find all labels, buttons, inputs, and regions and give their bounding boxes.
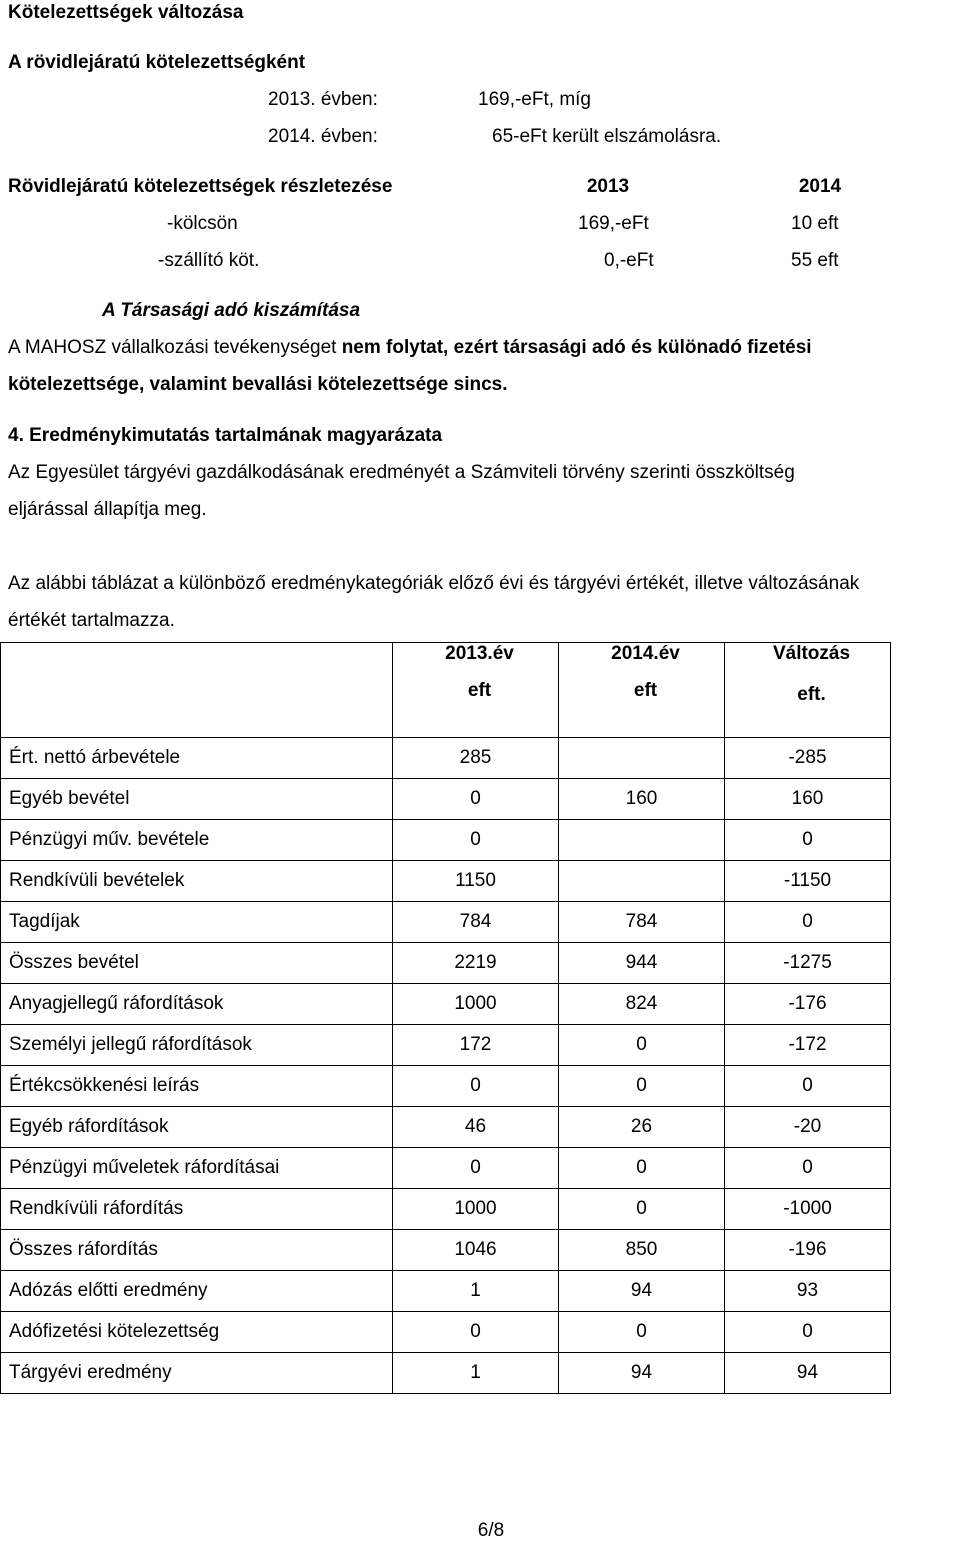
row-value-2014: 944	[559, 943, 725, 984]
table-row	[1, 943, 891, 984]
row-change: 0	[725, 1148, 891, 1189]
row-label: Anyagjellegű ráfordítások	[1, 984, 393, 1025]
row-value-2013: 1046	[393, 1230, 559, 1271]
row-label: Értékcsökkenési leírás	[1, 1066, 393, 1107]
row-label: Egyéb ráfordítások	[1, 1107, 393, 1148]
table-row	[1, 738, 891, 779]
results-table	[0, 642, 891, 1394]
row-label: Tárgyévi eredmény	[1, 1353, 393, 1394]
table-row	[1, 902, 891, 943]
row-change: 94	[725, 1353, 891, 1394]
row-value-2014: 0	[559, 1189, 725, 1230]
detail-row-label: -kölcsön	[167, 213, 238, 234]
row-value-2013: 0	[393, 820, 559, 861]
corp-tax-line1-normal: A MAHOSZ vállalkozási tevékenységet	[8, 337, 342, 358]
table-row	[1, 1312, 891, 1353]
row-label: Adófizetési kötelezettség	[1, 1312, 393, 1353]
corp-tax-line1-bold: nem folytat, ezért társasági adó és különadó fizetési	[341, 337, 812, 358]
section4-paragraph1-line2: eljárással állapítja meg.	[8, 499, 207, 520]
header-2014-label: 2014.év	[611, 643, 680, 664]
row-value-2013: 1000	[393, 1189, 559, 1230]
short-term-year-2014: 2014. évben:	[268, 126, 378, 147]
row-value-2013: 172	[393, 1025, 559, 1066]
row-change: -1150	[725, 861, 891, 902]
section4-title: 4. Eredménykimutatás tartalmának magyarázata	[8, 425, 443, 446]
row-label: Ért. nettó árbevétele	[1, 738, 393, 779]
detail-row-2014: 10 eft	[791, 213, 839, 234]
row-change: 160	[725, 779, 891, 820]
header-change-unit: eft.	[797, 684, 826, 705]
detail-row-2013: 169,-eFt	[578, 213, 649, 234]
row-label: Rendkívüli bevételek	[1, 861, 393, 902]
row-change: 0	[725, 1312, 891, 1353]
header-2014-unit: eft	[633, 680, 658, 701]
row-value-2013: 0	[393, 1148, 559, 1189]
header-2013-unit: eft	[467, 680, 492, 701]
row-value-2014	[559, 861, 725, 902]
table-row	[1, 984, 891, 1025]
short-term-year-2013: 2013. évben:	[268, 89, 378, 110]
row-value-2013: 1000	[393, 984, 559, 1025]
table-row	[1, 820, 891, 861]
row-label: Pénzügyi műv. bevétele	[1, 820, 393, 861]
row-change: -172	[725, 1025, 891, 1066]
row-value-2014: 94	[559, 1353, 725, 1394]
corp-tax-title: A Társasági adó kiszámítása	[102, 300, 361, 321]
table-row	[1, 1148, 891, 1189]
table-row	[1, 1189, 891, 1230]
corp-tax-line1	[8, 337, 812, 359]
row-value-2013: 2219	[393, 943, 559, 984]
section4-paragraph2-line2: értékét tartalmazza.	[8, 610, 175, 631]
short-term-value-2014: 65-eFt került elszámolásra.	[492, 126, 722, 147]
header-2013-label: 2013.év	[445, 643, 514, 664]
row-value-2013: 1150	[393, 861, 559, 902]
row-label: Összes bevétel	[1, 943, 393, 984]
row-change: 0	[725, 820, 891, 861]
table-header-row	[1, 643, 891, 738]
row-change: 0	[725, 1066, 891, 1107]
row-value-2014: 0	[559, 1025, 725, 1066]
row-value-2013: 0	[393, 779, 559, 820]
row-change: -1000	[725, 1189, 891, 1230]
detail-row-label: -szállító köt.	[158, 250, 260, 271]
row-change: -196	[725, 1230, 891, 1271]
row-value-2014: 0	[559, 1066, 725, 1107]
row-label: Összes ráfordítás	[1, 1230, 393, 1271]
short-term-value-2013: 169,-eFt, míg	[478, 89, 591, 110]
row-value-2014: 0	[559, 1148, 725, 1189]
row-change: 93	[725, 1271, 891, 1312]
row-value-2013: 0	[393, 1066, 559, 1107]
row-value-2013: 46	[393, 1107, 559, 1148]
table-row	[1, 1025, 891, 1066]
row-value-2014	[559, 820, 725, 861]
section4-paragraph1-line1: Az Egyesület tárgyévi gazdálkodásának eredményét a Számviteli törvény szerinti összköltség	[8, 462, 795, 483]
row-value-2014: 784	[559, 902, 725, 943]
row-value-2013: 285	[393, 738, 559, 779]
row-label: Pénzügyi műveletek ráfordításai	[1, 1148, 393, 1189]
row-value-2014: 0	[559, 1312, 725, 1353]
row-change: -176	[725, 984, 891, 1025]
table-row	[1, 1230, 891, 1271]
row-label: Személyi jellegű ráfordítások	[1, 1025, 393, 1066]
page-number: 6/8	[477, 1520, 505, 1541]
short-term-title: A rövidlejáratú kötelezettségként	[8, 52, 306, 73]
row-value-2014	[559, 738, 725, 779]
row-change: -20	[725, 1107, 891, 1148]
row-change: -285	[725, 738, 891, 779]
detail-col-2013: 2013	[586, 176, 630, 197]
row-value-2014: 26	[559, 1107, 725, 1148]
header-empty-cell	[1, 643, 393, 738]
row-value-2014: 94	[559, 1271, 725, 1312]
corp-tax-line2: kötelezettsége, valamint bevallási kötelezettsége sincs.	[8, 374, 508, 395]
row-label: Rendkívüli ráfordítás	[1, 1189, 393, 1230]
row-value-2014: 160	[559, 779, 725, 820]
detail-title: Rövidlejáratú kötelezettségek részletezése	[8, 176, 393, 197]
row-value-2014: 850	[559, 1230, 725, 1271]
row-value-2014: 824	[559, 984, 725, 1025]
header-2013	[393, 643, 559, 738]
row-label: Tagdíjak	[1, 902, 393, 943]
table-row	[1, 1066, 891, 1107]
header-change	[725, 643, 891, 738]
row-change: 0	[725, 902, 891, 943]
row-value-2013: 1	[393, 1353, 559, 1394]
header-2014	[559, 643, 725, 738]
row-change: -1275	[725, 943, 891, 984]
page-heading: Kötelezettségek változása	[8, 2, 244, 23]
table-row	[1, 1353, 891, 1394]
table-row	[1, 861, 891, 902]
row-label: Adózás előtti eredmény	[1, 1271, 393, 1312]
row-value-2013: 1	[393, 1271, 559, 1312]
section4-paragraph2-line1: Az alábbi táblázat a különböző eredménykategóriák előző évi és tárgyévi értékét, illetve változásának	[8, 573, 860, 594]
row-label: Egyéb bevétel	[1, 779, 393, 820]
detail-row-2013: 0,-eFt	[604, 250, 654, 271]
row-value-2013: 0	[393, 1312, 559, 1353]
table-row	[1, 1107, 891, 1148]
header-change-label: Változás	[772, 643, 851, 664]
row-value-2013: 784	[393, 902, 559, 943]
detail-row-2014: 55 eft	[791, 250, 839, 271]
table-row	[1, 779, 891, 820]
detail-col-2014: 2014	[798, 176, 842, 197]
table-row	[1, 1271, 891, 1312]
